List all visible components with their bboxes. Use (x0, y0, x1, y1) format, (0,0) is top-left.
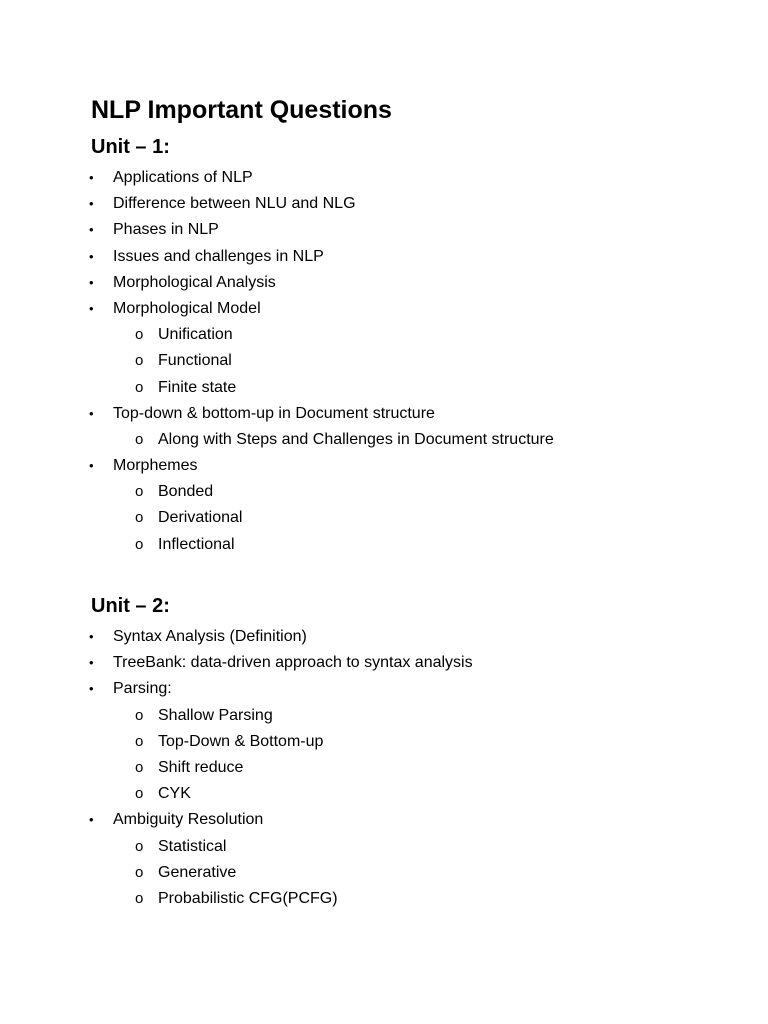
list-item-text: TreeBank: data-driven approach to syntax analysis (113, 654, 473, 672)
unit-2-list (0, 624, 473, 912)
list-item-text: Shallow Parsing (158, 706, 273, 724)
list-item-text: Applications of NLP (113, 169, 253, 186)
list-item (0, 807, 473, 833)
sub-list-item (0, 703, 473, 729)
hollow-bullet-icon: o (135, 758, 144, 776)
hollow-bullet-icon: o (135, 326, 144, 344)
list-item-text: Probabilistic CFG(PCFG) (158, 889, 338, 907)
hollow-bullet-icon: o (135, 483, 144, 501)
list-item (0, 244, 554, 270)
list-item-text: Functional (158, 352, 232, 370)
list-item-text: Generative (158, 863, 237, 881)
list-item-text: Inflectional (158, 535, 235, 553)
filled-bullet-icon: • (89, 458, 94, 474)
sub-list-item (0, 427, 554, 453)
sub-list-item (0, 322, 554, 348)
filled-bullet-icon: • (89, 196, 94, 212)
hollow-bullet-icon: o (135, 785, 144, 803)
list-item-text: Issues and challenges in NLP (113, 247, 324, 265)
sub-list-item (0, 886, 473, 912)
list-item (0, 676, 473, 702)
filled-bullet-icon: • (89, 629, 94, 644)
sub-list-item (0, 781, 473, 807)
list-item (0, 191, 554, 217)
filled-bullet-icon: • (89, 405, 94, 421)
list-item-text: Morphemes (113, 457, 198, 475)
list-item (0, 453, 554, 479)
list-item (0, 401, 554, 427)
unit-1-heading: Unit – 1: (91, 136, 170, 158)
filled-bullet-icon: • (89, 655, 94, 671)
list-item (0, 296, 554, 322)
list-item-text: Derivational (158, 509, 243, 527)
list-item (0, 217, 554, 243)
list-item-text: Along with Steps and Challenges in Document structure (158, 430, 554, 448)
sub-list-item (0, 729, 473, 755)
sub-list-item (0, 505, 554, 531)
filled-bullet-icon: • (89, 681, 94, 697)
list-item-text: Syntax Analysis (Definition) (113, 628, 307, 645)
filled-bullet-icon: • (89, 170, 94, 185)
sub-list-item (0, 479, 554, 505)
hollow-bullet-icon: o (135, 509, 144, 527)
filled-bullet-icon: • (89, 812, 94, 828)
unit-2-heading: Unit – 2: (91, 595, 170, 617)
list-item-text: CYK (158, 785, 191, 803)
hollow-bullet-icon: o (135, 732, 144, 750)
filled-bullet-icon: • (89, 222, 94, 238)
filled-bullet-icon: • (89, 300, 94, 316)
hollow-bullet-icon: o (135, 889, 144, 907)
hollow-bullet-icon: o (135, 535, 144, 553)
list-item-text: Morphological Model (113, 299, 261, 317)
sub-list-item (0, 755, 473, 781)
hollow-bullet-icon: o (135, 706, 144, 724)
list-item-text: Phases in NLP (113, 221, 219, 239)
sub-list-item (0, 375, 554, 401)
list-item-text: Bonded (158, 483, 214, 501)
sub-list-item (0, 532, 554, 558)
filled-bullet-icon: • (89, 274, 94, 290)
list-item-text: Unification (158, 326, 233, 344)
hollow-bullet-icon: o (135, 863, 144, 881)
list-item (0, 650, 473, 676)
sub-list-item (0, 860, 473, 886)
list-item (0, 165, 554, 191)
list-item-text: Difference between NLU and NLG (113, 195, 356, 213)
filled-bullet-icon: • (89, 248, 94, 264)
list-item-text: Top-Down & Bottom-up (158, 732, 324, 750)
document-title: NLP Important Questions (91, 96, 392, 124)
list-item (0, 624, 473, 650)
unit-1-list (0, 165, 554, 558)
list-item-text: Parsing: (113, 680, 172, 698)
sub-list-item (0, 834, 473, 860)
list-item-text: Statistical (158, 837, 227, 855)
list-item-text: Top-down & bottom-up in Document structure (113, 404, 435, 422)
hollow-bullet-icon: o (135, 352, 144, 370)
list-item-text: Morphological Analysis (113, 273, 276, 291)
list-item-text: Finite state (158, 378, 237, 396)
list-item-text: Shift reduce (158, 758, 244, 776)
list-item-text: Ambiguity Resolution (113, 811, 264, 829)
sub-list-item (0, 348, 554, 374)
list-item (0, 270, 554, 296)
hollow-bullet-icon: o (135, 378, 144, 396)
hollow-bullet-icon: o (135, 430, 144, 448)
hollow-bullet-icon: o (135, 837, 144, 855)
